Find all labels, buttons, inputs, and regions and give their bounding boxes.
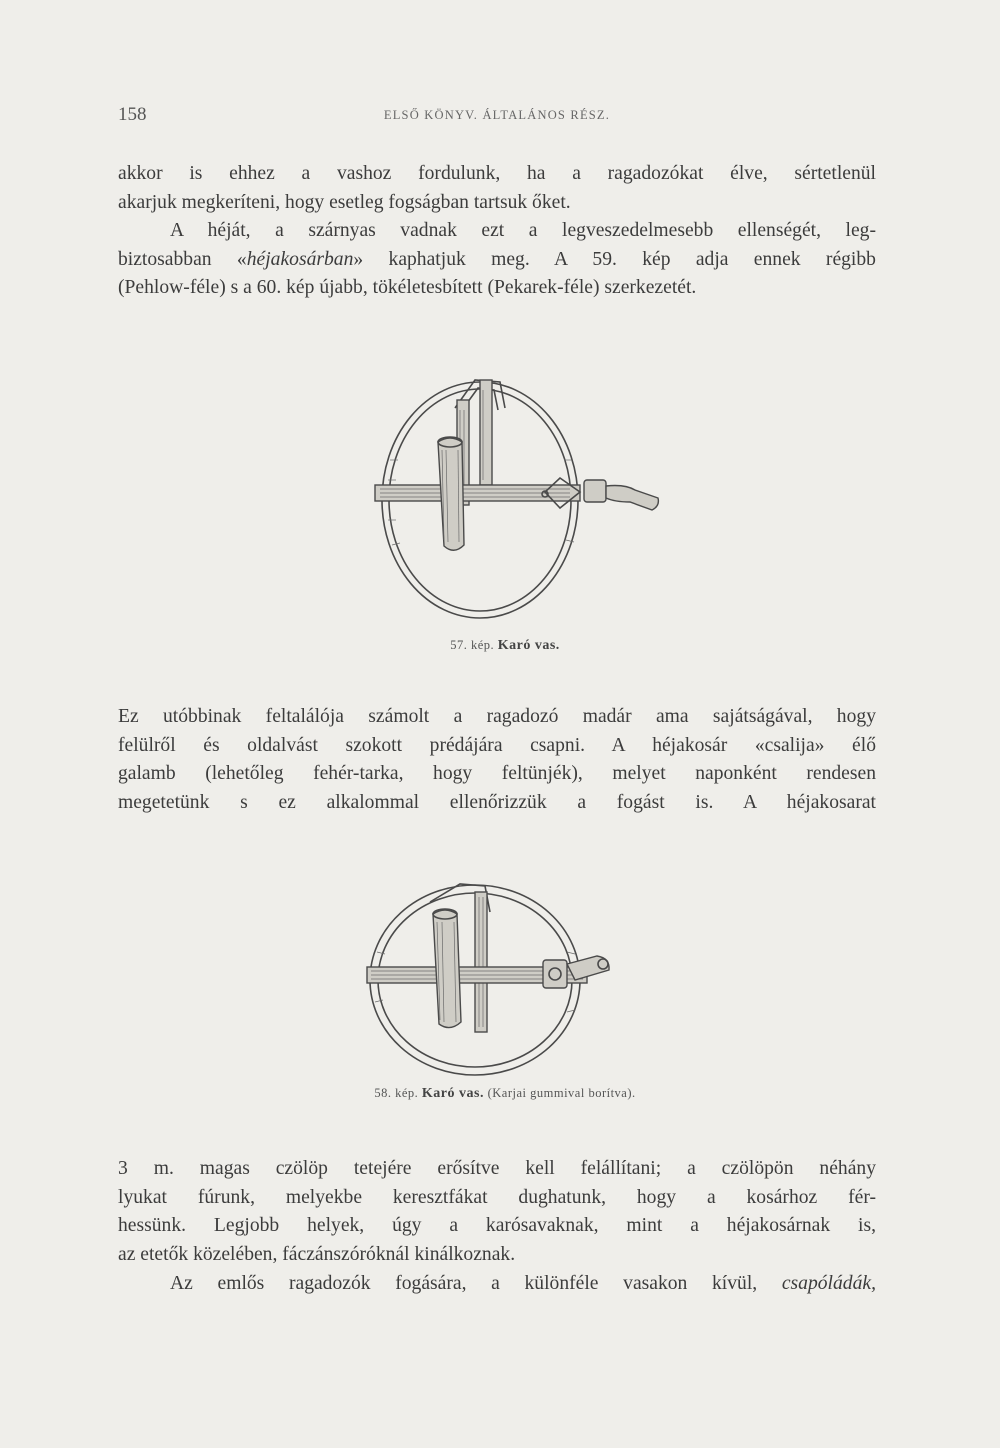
figure-58-caption — [335, 1086, 675, 1102]
paragraph-4 — [118, 1155, 876, 1269]
text-line: 3 m. magas czölöp tetejére erősítve kell felállítani; a czölöpön néhány — [118, 1158, 876, 1179]
paragraph-2 — [118, 217, 876, 303]
text-line: akarjuk megkeríteni, hogy esetleg fogságban tartsuk őket. — [118, 191, 571, 213]
figure-57-caption — [340, 638, 670, 654]
figure-58 — [335, 872, 675, 1112]
caption-number: 57. kép. — [450, 638, 495, 652]
text-line: hessünk. Legjobb helyek, úgy a karósavaknak, mint a héjakosárnak is, — [118, 1215, 876, 1237]
text-line: Az emlős ragadozók fogására, a különféle vasakon kívül, csapóládák, — [170, 1273, 876, 1294]
text-line: lyukat fúrunk, melyekbe keresztfákat dughatunk, hogy a kosárhoz fér- — [118, 1186, 876, 1208]
paragraph-3 — [118, 703, 876, 817]
caption-title: Karó vas. — [497, 638, 560, 653]
text-line: galamb (lehetőleg fehér-tarka, hogy feltünjék), melyet naponként rendesen — [118, 763, 876, 785]
page-header — [118, 104, 876, 132]
text-line: (Pehlow-féle) s a 60. kép újabb, tökéletesbített (Pekarek-féle) szerkezetét. — [118, 277, 697, 299]
text-line: megetetünk s ez alkalommal ellenőrizzük a fogást is. A héjakosarat — [118, 791, 876, 813]
figure-57 — [340, 360, 670, 660]
text-line: A héját, a szárnyas vadnak ezt a legveszedelmesebb ellenségét, leg- — [170, 220, 876, 241]
page-number: 158 — [118, 104, 147, 125]
caption-title: Karó vas. — [421, 1086, 484, 1101]
caption-number: 58. kép. — [374, 1086, 419, 1100]
trap-illustration-58 — [335, 872, 675, 1082]
text-line: felülről és oldalvást szokott prédájára csapni. A héjakosár «csalija» élő — [118, 734, 876, 756]
paragraph-1 — [118, 160, 876, 217]
paragraph-5 — [118, 1270, 876, 1299]
italic-term: csapóládák, — [781, 1273, 876, 1294]
running-head: ELSŐ KÖNYV. ÁLTALÁNOS RÉSZ. — [383, 108, 611, 122]
text-line: Ez utóbbinak feltalálója számolt a ragadozó madár ama sajátságával, hogy — [118, 706, 876, 727]
text-line: az etetők közelében, fáczánszóróknál kinálkoznak. — [118, 1243, 516, 1265]
text-line: biztosabban «héjakosárban» kaphatjuk meg. A 59. kép adja ennek régibb — [118, 248, 876, 270]
trap-illustration-57 — [340, 360, 670, 630]
caption-note: (Karjai gummival borítva). — [487, 1086, 636, 1100]
text-line: akkor is ehhez a vashoz fordulunk, ha a ragadozókat élve, sértetlenül — [118, 163, 876, 184]
italic-term: héjakosárban — [246, 248, 354, 270]
